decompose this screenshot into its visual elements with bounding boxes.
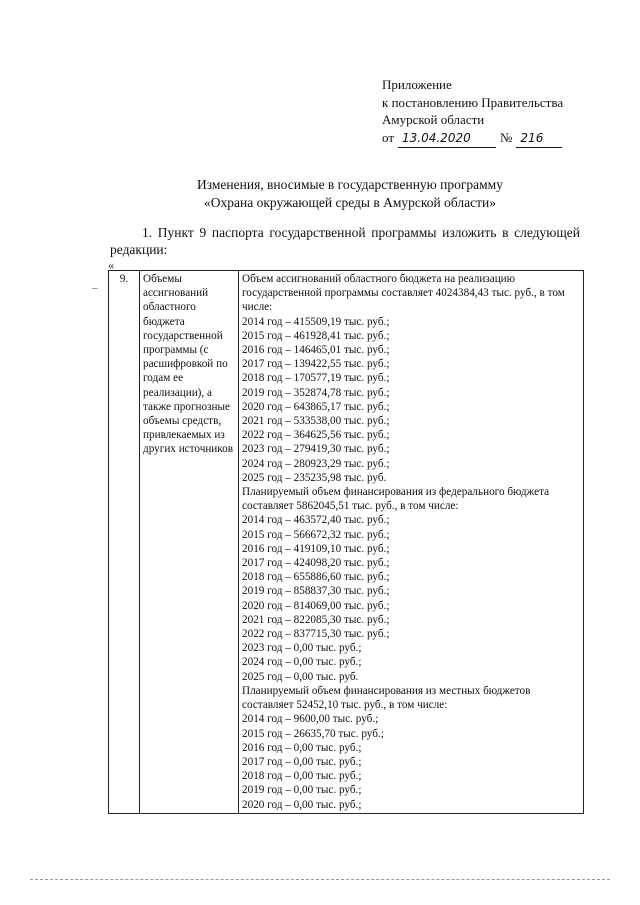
federal-year-line: 2023 год – 0,00 тыс. руб.; (242, 642, 362, 655)
federal-year-line: 2022 год – 837715,30 тыс. руб.; (242, 628, 390, 641)
regional-year-line: 2020 год – 643865,17 тыс. руб.; (242, 400, 390, 413)
appendix-date-number (382, 129, 563, 149)
local-year-line: 2020 год – 0,00 тыс. руб.; (242, 798, 362, 811)
handwritten-date: 13.04.2020 (398, 130, 496, 149)
regional-year-line: 2018 год – 170577,19 тыс. руб.; (242, 372, 390, 385)
title-line-1: Изменения, вносимые в государственную программу (197, 177, 503, 192)
appendix-header (382, 76, 563, 148)
regional-year-line: 2025 год – 235235,98 тыс. руб. (242, 471, 387, 484)
passport-table (108, 270, 584, 814)
number-sign: № (500, 129, 513, 145)
local-year-line: 2015 год – 26635,70 тыс. руб.; (242, 727, 384, 740)
appendix-line-3: Амурской области (382, 112, 485, 127)
regional-year-line: 2015 год – 461928,41 тыс. руб.; (242, 329, 390, 342)
regional-year-line: 2016 год – 146465,01 тыс. руб.; (242, 344, 390, 357)
local-year-line: 2017 год – 0,00 тыс. руб.; (242, 755, 362, 768)
federal-year-line: 2014 год – 463572,40 тыс. руб.; (242, 514, 390, 527)
federal-year-line: 2020 год – 814069,00 тыс. руб.; (242, 599, 390, 612)
appendix-line-1: Приложение (382, 77, 452, 92)
regional-year-line: 2014 год – 415509,19 тыс. руб.; (242, 315, 390, 328)
table-row (109, 271, 584, 814)
local-intro: Планируемый объем финансирования из местных бюджетов составляет 52452,10 тыс. руб., в том числе: (242, 684, 531, 712)
local-year-line: 2014 год – 9600,00 тыс. руб.; (242, 713, 379, 726)
local-year-line: 2016 год – 0,00 тыс. руб.; (242, 741, 362, 754)
appendix-line-2: к постановлению Правительства (382, 94, 564, 110)
regional-year-line: 2022 год – 364625,56 тыс. руб.; (242, 429, 390, 442)
federal-year-line: 2017 год – 424098,20 тыс. руб.; (242, 557, 390, 570)
federal-years (242, 513, 580, 683)
regional-year-line: 2024 год – 280923,29 тыс. руб.; (242, 457, 390, 470)
federal-year-line: 2025 год – 0,00 тыс. руб. (242, 670, 359, 683)
federal-year-line: 2024 год – 0,00 тыс. руб.; (242, 656, 362, 669)
regional-years (242, 315, 580, 485)
federal-year-line: 2015 год – 566672,32 тыс. руб.; (242, 528, 390, 541)
federal-year-line: 2016 год – 419109,10 тыс. руб.; (242, 542, 390, 555)
federal-year-line: 2018 год – 655886,60 тыс. руб.; (242, 571, 390, 584)
federal-intro: Планируемый объем финансирования из федерального бюджета составляет 5862045,51 тыс. руб., в том числе: (242, 486, 550, 513)
row-name: Объемы ассигнований областного бюджета государственной программы (с расшифровкой по годам ее реализации), а также прогнозные объемы средств, привлекаемых из других источников (140, 271, 239, 814)
regional-year-line: 2017 год – 139422,55 тыс. руб.; (242, 358, 390, 371)
regional-year-line: 2019 год – 352874,78 тыс. руб.; (242, 386, 390, 399)
row-number: 9. (109, 271, 140, 814)
opening-quote: « (108, 258, 114, 272)
from-label: от (382, 129, 395, 145)
local-year-line: 2018 год – 0,00 тыс. руб.; (242, 770, 362, 783)
row-content (239, 271, 584, 814)
federal-year-line: 2019 год – 858837,30 тыс. руб.; (242, 585, 390, 598)
local-year-line: 2019 год – 0,00 тыс. руб.; (242, 784, 362, 797)
local-years (242, 712, 580, 811)
margin-mark: – (92, 282, 98, 294)
regional-year-line: 2023 год – 279419,30 тыс. руб.; (242, 443, 390, 456)
regional-year-line: 2021 год – 533538,00 тыс. руб.; (242, 415, 390, 428)
document-title (130, 176, 570, 212)
federal-year-line: 2021 год – 822085,30 тыс. руб.; (242, 613, 390, 626)
page-bottom-divider (30, 879, 610, 880)
handwritten-number: 216 (516, 130, 562, 149)
item-1-paragraph: 1. Пункт 9 паспорта государственной программы изложить в следующей редакции: (110, 225, 580, 257)
regional-intro: Объем ассигнований областного бюджета на реализацию государственной программы составляет 4024384,43 тыс. руб., в том числе: (242, 273, 565, 314)
title-line-2: «Охрана окружающей среды в Амурской области» (204, 195, 496, 210)
